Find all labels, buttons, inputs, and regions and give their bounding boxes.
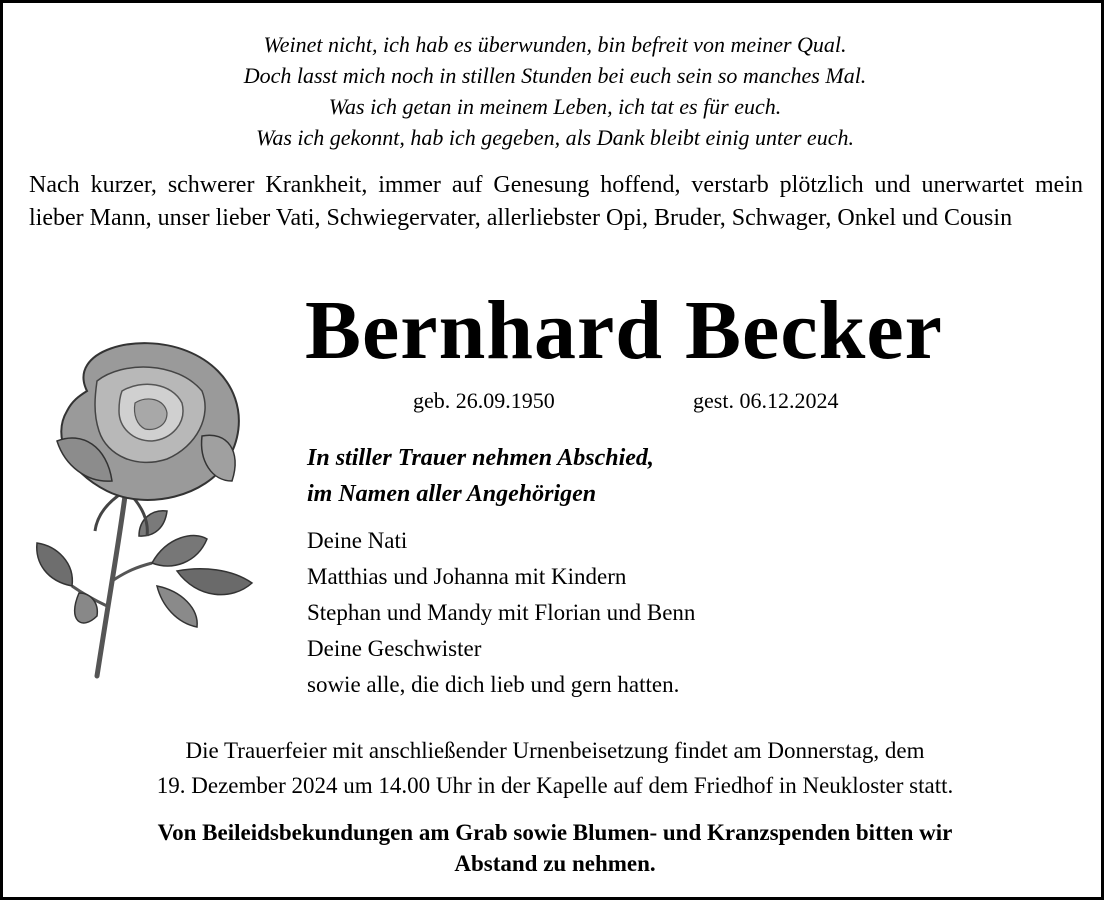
ceremony-notice: [3, 733, 1104, 803]
birth-date: geb. 26.09.1950: [413, 388, 555, 413]
mourner: Stephan und Mandy mit Florian und Benn: [307, 600, 696, 625]
mourner: Deine Nati: [307, 528, 408, 553]
ceremony-line: 19. Dezember 2024 um 14.00 Uhr in der Kapelle auf dem Friedhof in Neukloster statt.: [156, 773, 954, 798]
mourner: sowie alle, die dich lieb und gern hatten.: [307, 672, 680, 697]
mourning-heading-line: im Namen aller Angehörigen: [307, 481, 597, 507]
intro-text: Nach kurzer, schwerer Krankheit, immer auf Genesung hoffend, verstarb plötzlich und unerwartet mein lieber Mann, unser lieber Vati, Schwiegervater, allerliebster Opi, Bruder, Schwager, Onkel und Cousin: [29, 172, 1083, 231]
ceremony-line: Die Trauerfeier mit anschließender Urnenbeisetzung findet am Donnerstag, dem: [185, 738, 925, 763]
mourner: Matthias und Johanna mit Kindern: [307, 564, 627, 589]
poem: [3, 29, 1104, 153]
closing-line: Abstand zu nehmen.: [454, 851, 656, 876]
mourners-list: [307, 523, 695, 703]
poem-line: Doch lasst mich noch in stillen Stunden bei euch sein so manches Mal.: [243, 63, 867, 88]
mourning-heading-line: In stiller Trauer nehmen Abschied,: [307, 445, 654, 471]
death-date: gest. 06.12.2024: [693, 388, 839, 413]
poem-line: Weinet nicht, ich hab es überwunden, bin befreit von meiner Qual.: [263, 32, 847, 57]
poem-line: Was ich getan in meinem Leben, ich tat es für euch.: [328, 94, 782, 119]
mourner: Deine Geschwister: [307, 636, 482, 661]
closing-request: [3, 817, 1104, 879]
deceased-name: Bernhard Becker: [305, 284, 943, 377]
closing-line: Von Beileidsbekundungen am Grab sowie Blumen- und Kranzspenden bitten wir: [157, 820, 953, 845]
mourning-heading: [307, 440, 654, 512]
rose-icon: [27, 331, 267, 691]
poem-line: Was ich gekonnt, hab ich gegeben, als Dank bleibt einig unter euch.: [256, 125, 854, 150]
